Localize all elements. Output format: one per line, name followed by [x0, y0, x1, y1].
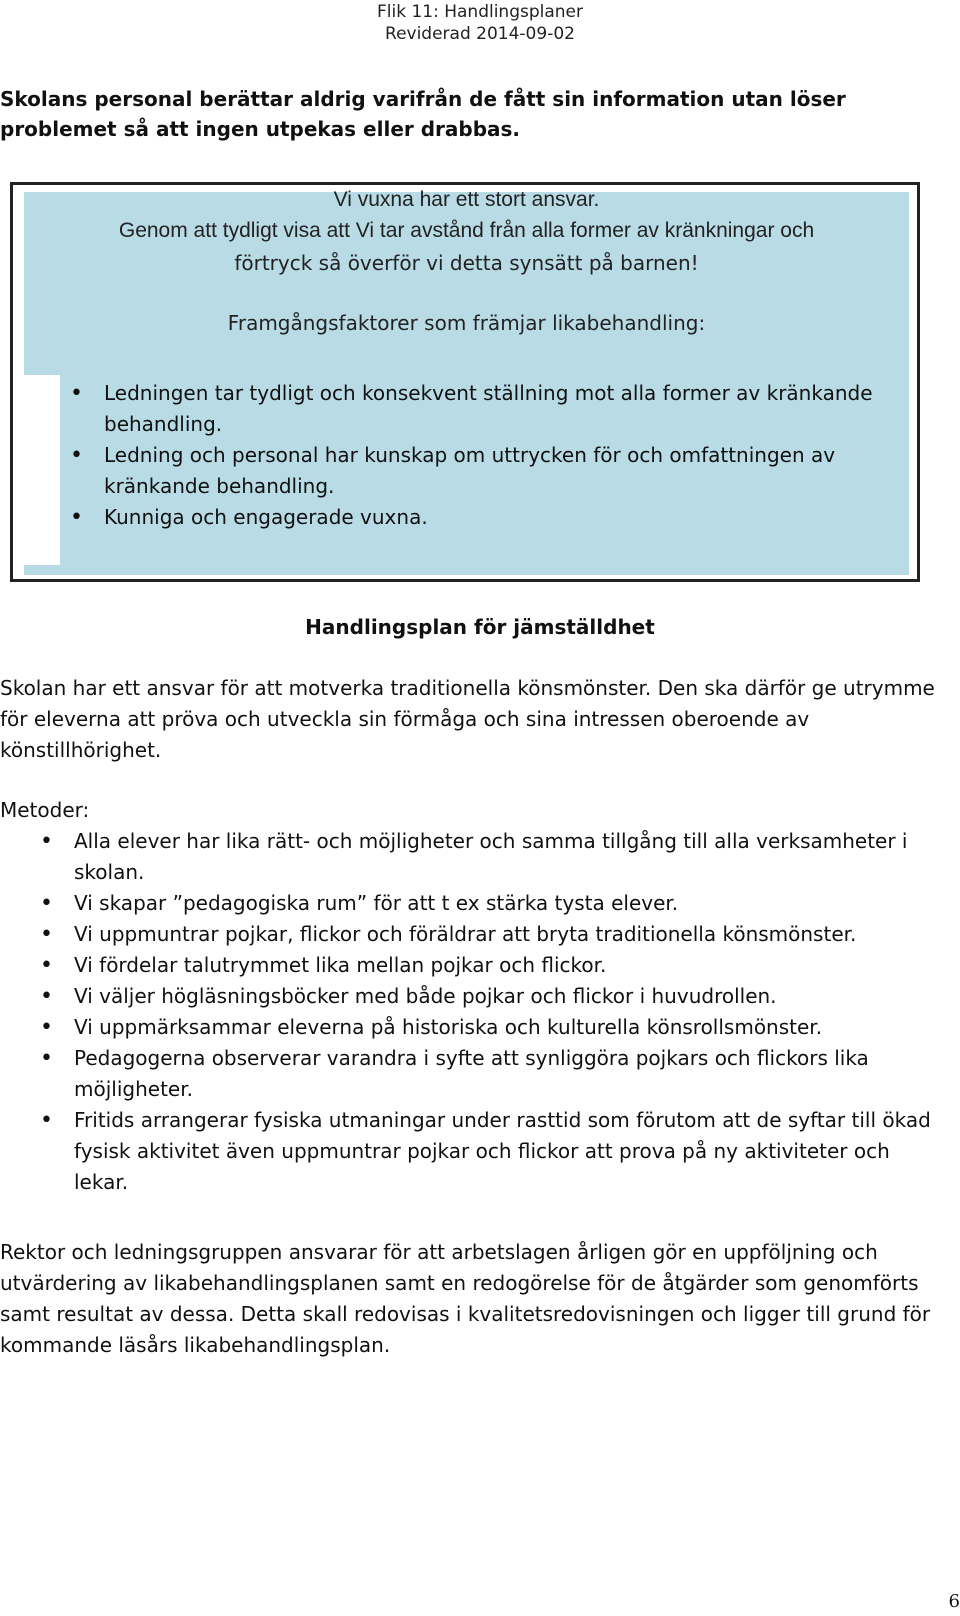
list-item: • Kunniga och engagerade vuxna. [70, 502, 900, 533]
section-title: Handlingsplan för jämställdhet [305, 615, 655, 639]
methods-list [40, 826, 950, 1198]
closing-paragraph: Rektor och ledningsgruppen ansvarar för att arbetslagen årligen gör en uppföljning och utvärdering av likabehandlingsplanen samt en redogörelse för de åtgärder som genomförts samt resultat av dessa. Detta skall redovisas i kvalitetsredovisningen och ligger till grund för kommande läsårs likabehandlingsplan. [0, 1240, 931, 1357]
info-box-line-1: Vi vuxna har ett stort ansvar. [333, 188, 600, 211]
success-factors-list [70, 378, 900, 533]
info-box-notch [24, 375, 60, 565]
list-item: • Pedagogerna observerar varandra i syfte att synliggöra pojkars och flickors lika möjligheter. [40, 1043, 950, 1105]
list-item: • Vi uppmuntrar pojkar, flickor och föräldrar att bryta traditionella könsmönster. [40, 919, 950, 950]
info-box-heading: Framgångsfaktorer som främjar likabehandling: [227, 311, 706, 335]
list-item: • Vi skapar ”pedagogiska rum” för att t ex stärka tysta elever. [40, 888, 950, 919]
header-revision-date: Reviderad 2014-09-02 [385, 24, 575, 44]
intro-paragraph: Skolans personal berättar aldrig varifrån de fått sin information utan löser problemet så att ingen utpekas eller drabbas. [0, 87, 846, 141]
info-box-line-3: förtryck så överför vi detta synsätt på barnen! [234, 251, 699, 275]
section-paragraph: Skolan har ett ansvar för att motverka traditionella könsmönster. Den ska därför ge utrymme för eleverna att pröva och utveckla sin förmåga och sina intressen oberoende av könstillhörighet. [0, 676, 935, 762]
methods-label: Metoder: [0, 798, 90, 822]
list-item: • Vi uppmärksammar eleverna på historiska och kulturella könsrollsmönster. [40, 1012, 950, 1043]
list-item: • Alla elever har lika rätt- och möjligheter och samma tillgång till alla verksamheter i skolan. [40, 826, 950, 888]
list-item: • Vi fördelar talutrymmet lika mellan pojkar och flickor. [40, 950, 950, 981]
list-item: • Ledning och personal har kunskap om uttrycken för och omfattningen av kränkande behandling. [70, 440, 900, 502]
list-item: • Ledningen tar tydligt och konsekvent ställning mot alla former av kränkande behandling. [70, 378, 900, 440]
page-number: 6 [948, 1591, 960, 1612]
header-title: Flik 11: Handlingsplaner [376, 2, 584, 22]
list-item: • Fritids arrangerar fysiska utmaningar under rasttid som förutom att de syftar till ökad fysisk aktivitet även uppmuntrar pojkar och flickor att prova på ny aktiviteter och lekar. [40, 1105, 950, 1198]
list-item: • Vi väljer högläsningsböcker med både pojkar och flickor i huvudrollen. [40, 981, 950, 1012]
info-box-line-2: Genom att tydligt visa att Vi tar avstånd från alla former av kränkningar och [118, 219, 815, 242]
